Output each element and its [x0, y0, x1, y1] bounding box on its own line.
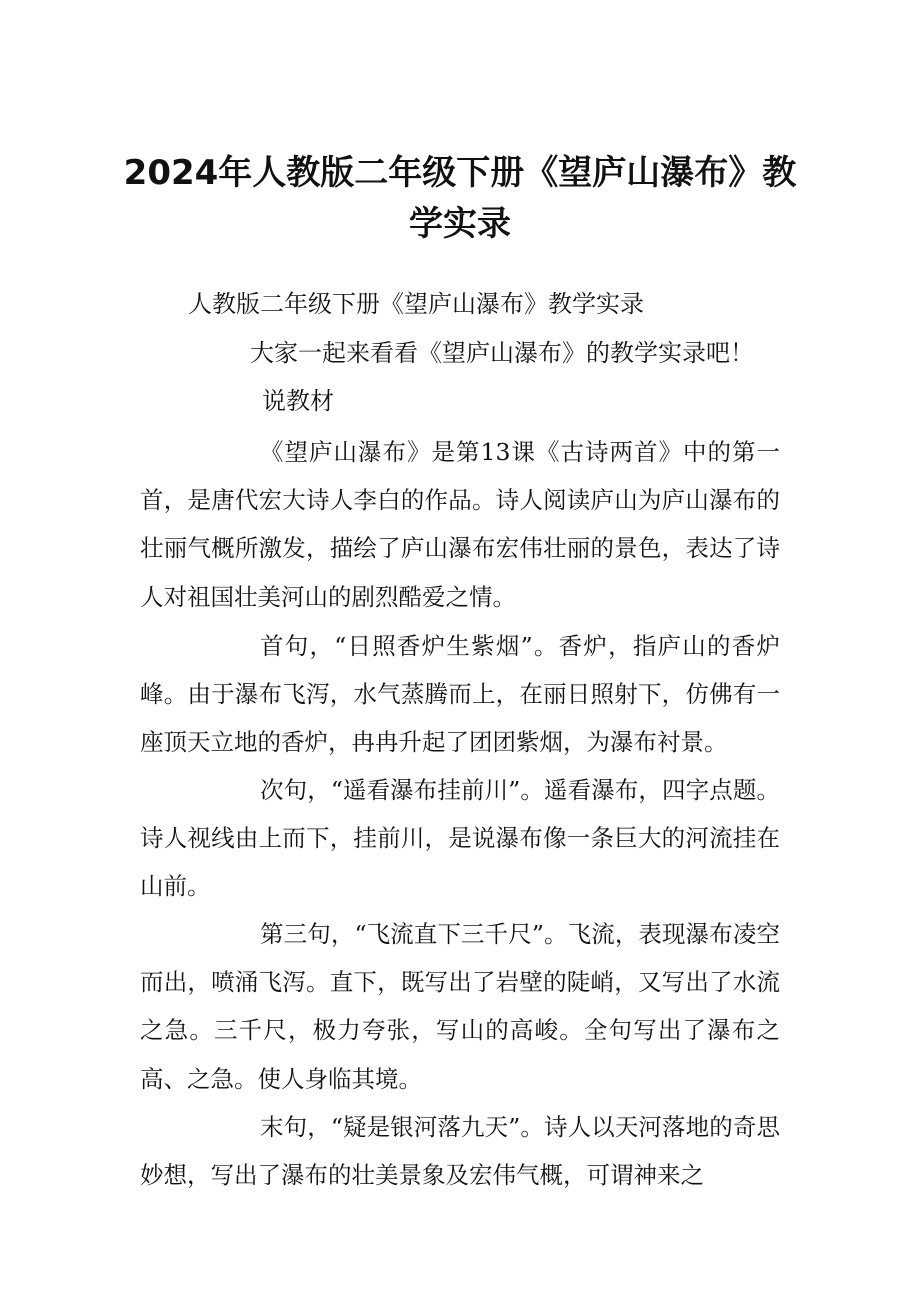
paragraph-5: 末句，“疑是银河落九天”。诗人以天河落地的奇思妙想，写出了瀑布的壮美景象及宏伟气概，可谓神来之 — [140, 1113, 780, 1190]
paragraph-4: 第三句，“飞流直下三千尺”。飞流，表现瀑布凌空而出，喷涌飞泻。直下，既写出了岩壁的陡峭，又写出了水流之急。三千尺，极力夸张，写山的高峻。全句写出了瀑布之高、之急。使人身临其境。 — [140, 920, 780, 1093]
document-title-line-2: 学实录 — [409, 204, 511, 244]
document-title-line-1: 2024年人教版二年级下册《望庐山瀑布》教 — [123, 153, 797, 193]
section-heading: 说教材 — [262, 387, 334, 415]
intro-line: 大家一起来看看《望庐山瀑布》的教学实录吧！ — [250, 339, 754, 367]
paragraph-3: 次句，“遥看瀑布挂前川”。遥看瀑布，四字点题。诗人视线由上而下，挂前川，是说瀑布像一条巨大的河流挂在山前。 — [140, 776, 780, 901]
document-subtitle: 人教版二年级下册《望庐山瀑布》教学实录 — [188, 290, 644, 318]
paragraph-2: 首句，“日照香炉生紫烟”。香炉，指庐山的香炉峰。由于瀑布飞泻，水气蒸腾而上，在丽日照射下，仿佛有一座顶天立地的香炉，冉冉升起了团团紫烟，为瀑布衬景。 — [140, 632, 780, 757]
paragraph-1: 《望庐山瀑布》是第13课《古诗两首》中的第一首，是唐代宏大诗人李白的作品。诗人阅读庐山为庐山瀑布的壮丽气概所激发，描绘了庐山瀑布宏伟壮丽的景色，表达了诗人对祖国壮美河山的剧烈酷爱之情。 — [140, 438, 780, 611]
